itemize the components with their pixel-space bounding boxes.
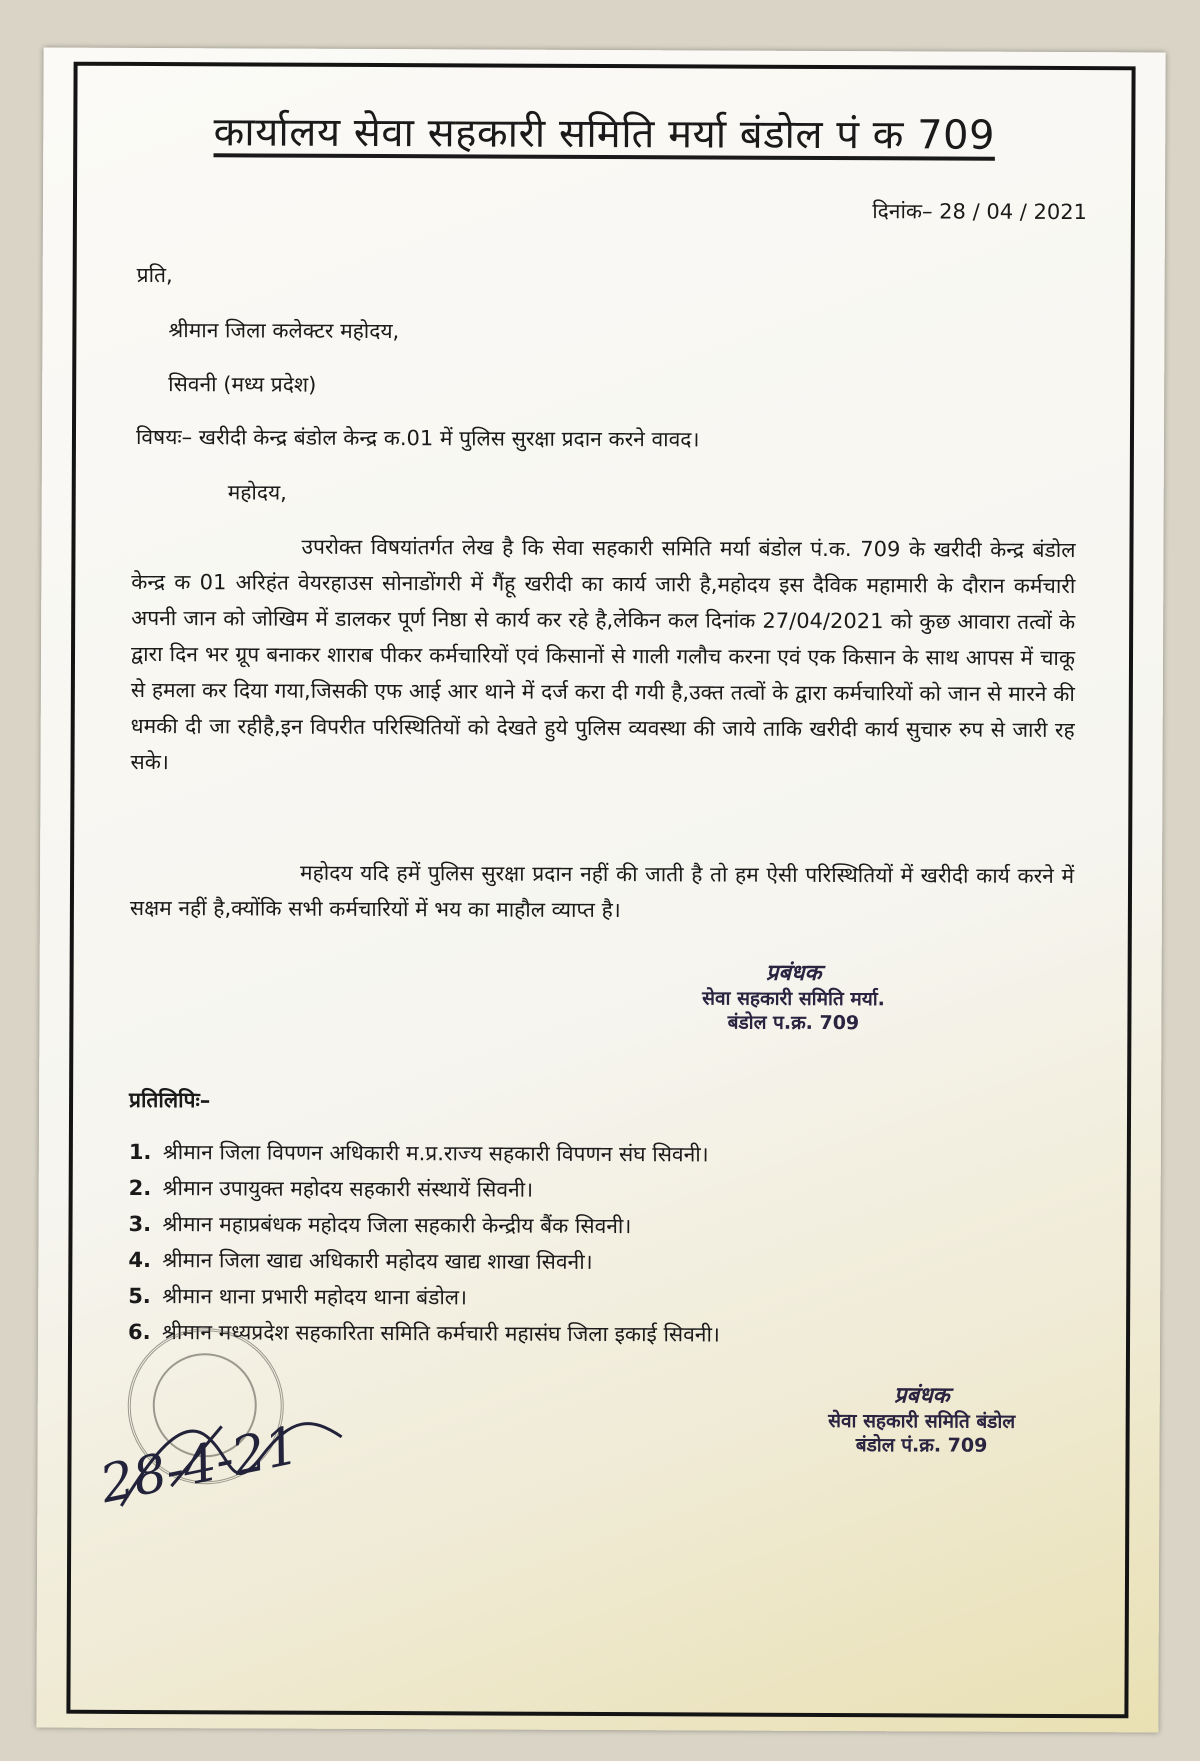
signature-stamp-line-2: बंडोल प.क्र. 709 xyxy=(727,1011,860,1035)
letter-document xyxy=(70,66,1131,1715)
copy-to-number: 5. xyxy=(128,1283,151,1309)
copy-to-label: प्रतिलिपिः– xyxy=(129,1087,211,1113)
letter-date: दिनांक– 28 / 04 / 2021 xyxy=(872,199,1088,225)
copy-to-text: श्रीमान उपायुक्त महोदय सहकारी संस्थायें सिवनी। xyxy=(162,1176,534,1202)
letter-paper xyxy=(36,48,1165,1733)
copy-to-item xyxy=(128,1242,720,1281)
handwritten-date: 28-4-21 xyxy=(95,1415,304,1516)
copy-to-number: 6. xyxy=(128,1319,151,1345)
copy-to-text: श्रीमान जिला विपणन अधिकारी म.प्र.राज्य सहकारी विपणन संघ सिवनी। xyxy=(162,1140,709,1167)
copy-to-number: 1. xyxy=(128,1139,152,1165)
copy-to-list xyxy=(128,1134,721,1353)
copy-to-item xyxy=(128,1206,720,1245)
copy-to-item xyxy=(129,1170,721,1209)
signature-script: प्रबंधक xyxy=(893,1382,950,1409)
copy-to-item xyxy=(128,1278,720,1317)
recipient-line-2: सिवनी (मध्य प्रदेश) xyxy=(168,372,317,397)
signature-script: प्रबंधक xyxy=(765,959,822,986)
signature-stamp-line-2: बंडोल पं.क्र. 709 xyxy=(855,1434,988,1457)
copy-to-item xyxy=(129,1134,721,1173)
signature-block-2 xyxy=(792,1379,1052,1458)
copy-to-number: 3. xyxy=(128,1211,152,1237)
letter-subject: विषयः– खरीदी केन्द्र बंडोल केन्द्र क.01 में पुलिस सुरक्षा प्रदान करने वावद। xyxy=(135,424,700,452)
recipient-line-1: श्रीमान जिला कलेक्टर महोदय, xyxy=(168,318,400,344)
body-paragraph-1: उपरोक्त विषयांतर्गत लेख है कि सेवा सहकारी समिति मर्या बंडोल पं.क. 709 के खरीदी केन्द्र बंडोल केन्द्र क 01 अरिहंत वेयरहाउस सोनाडोंगरी में गैंहू खरीदी का कार्य जारी है,महोदय इस दैविक महामारी के दौरान कर्मचारी अपनी जान को जोखिम में डालकर पूर्ण निष्ठा से कार्य कर रहे है,लेकिन कल दिनांक 27/04/2021 को कुछ आवारा तत्वों के द्वारा दिन भर ग्रूप बनाकर शाराब पीकर कर्मचारियों एवं किसानों से गाली गलौच करना एवं एक किसान के साथ आपस में चाकू से हमला कर दिया गया,जिसकी एफ आई आर थाने में दर्ज करा दी गयी है,उक्त तत्वों के द्वारा कर्मचारियों को जान से मारने की धमकी दी जा रहीहै,इन विपरीत परिस्थितियों को देखते हुये पुलिस व्यवस्था की जाये ताकि खरीदी कार्य सुचारु रुप से जारी रह सके। xyxy=(130,534,1076,775)
signature-stamp-line-1: सेवा सहकारी समिति बंडोल xyxy=(828,1409,1016,1433)
recipient-label: प्रति, xyxy=(136,262,173,288)
copy-to-number: 2. xyxy=(128,1175,152,1201)
body-paragraph-2: महोदय यदि हमें पुलिस सुरक्षा प्रदान नहीं की जाती है तो हम ऐसी परिस्थितियों में खरीदी कार्य करने में सक्षम नहीं है,क्योंकि सभी कर्मचारियों में भय का माहौल व्याप्त है। xyxy=(129,860,1075,923)
copy-to-text: श्रीमान मध्यप्रदेश सहकारिता समिति कर्मचारी महासंघ जिला इकाई सिवनी। xyxy=(162,1320,720,1347)
copy-to-text: श्रीमान थाना प्रभारी महोदय थाना बंडोल। xyxy=(162,1284,468,1310)
salutation: महोदय, xyxy=(227,480,287,505)
copy-to-number: 4. xyxy=(128,1247,152,1273)
copy-to-text: श्रीमान महाप्रबंधक महोदय जिला सहकारी केन्द्रीय बैंक सिवनी। xyxy=(162,1212,632,1239)
letterhead-title: कार्यालय सेवा सहकारी समिति मर्या बंडोल पं क 709 xyxy=(213,109,996,159)
signature-block-1 xyxy=(663,956,923,1035)
page-border xyxy=(66,62,1135,1719)
copy-to-text: श्रीमान जिला खाद्य अधिकारी महोदय खाद्य शाखा सिवनी। xyxy=(162,1248,593,1274)
signature-stamp-line-1: सेवा सहकारी समिति मर्या. xyxy=(702,987,885,1011)
